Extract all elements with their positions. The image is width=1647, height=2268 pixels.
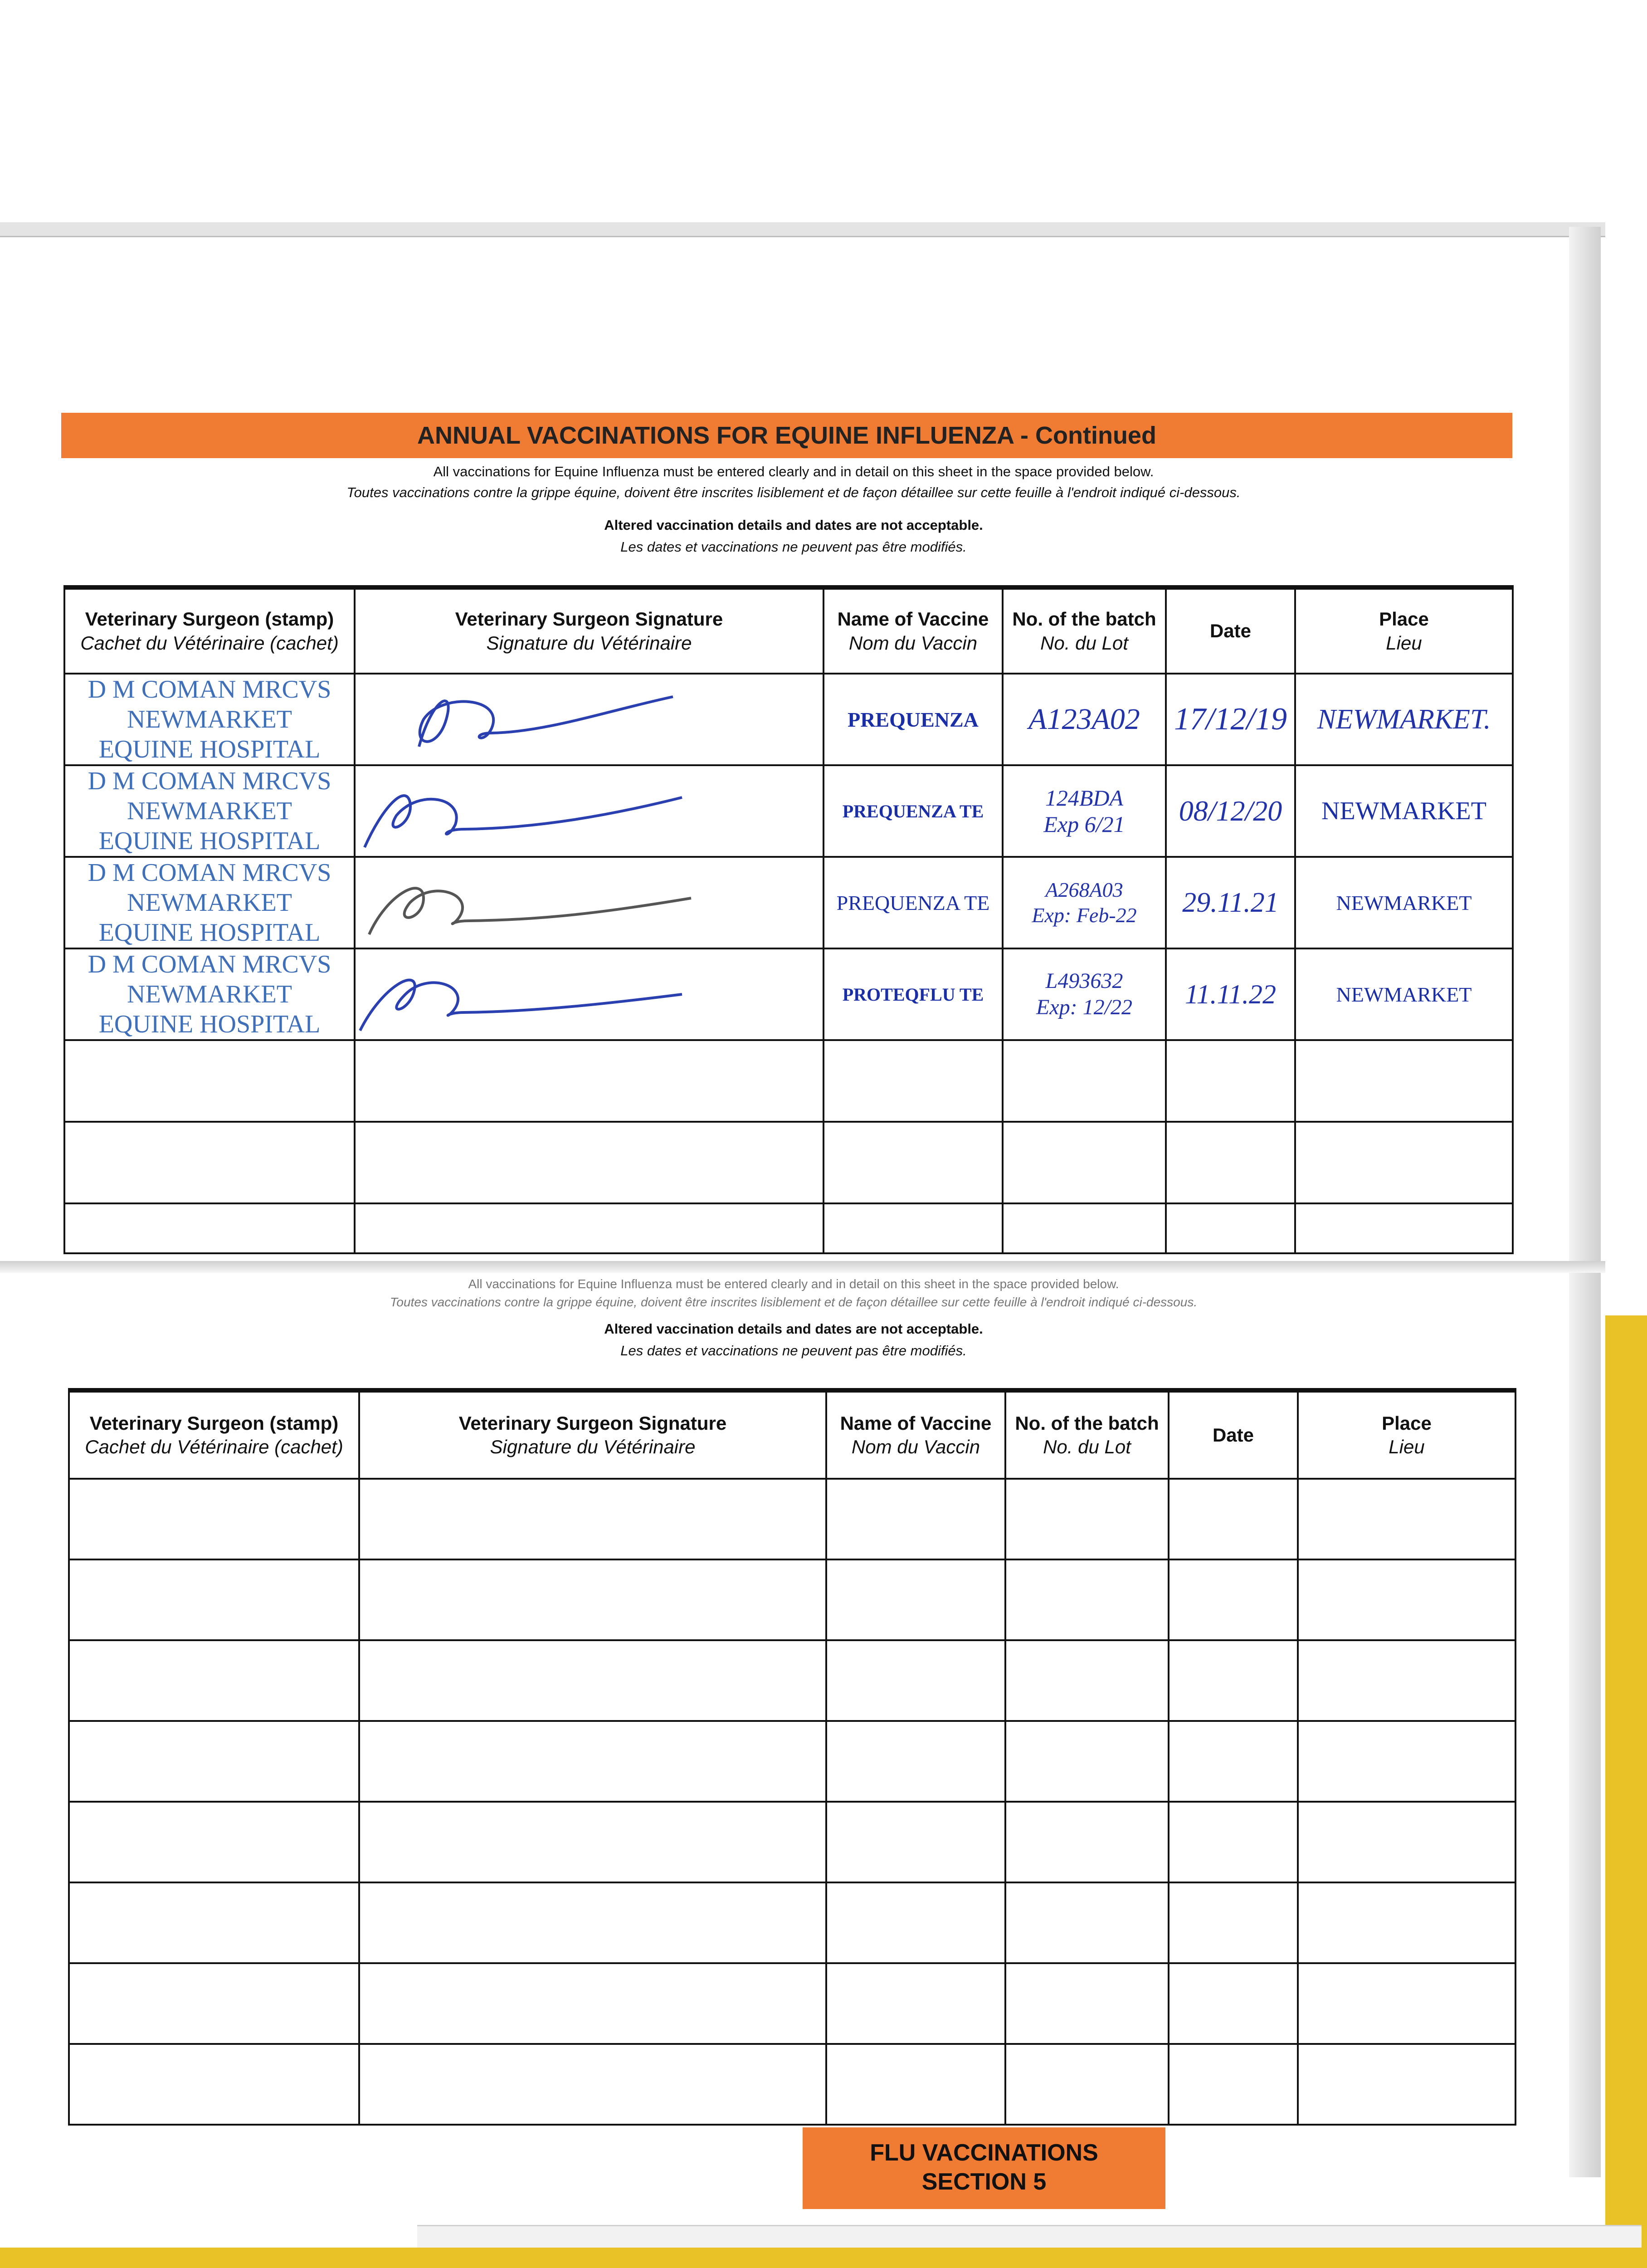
table-row: [69, 2044, 1515, 2125]
place-name: NEWMARKET.: [1317, 704, 1491, 735]
stamp-cell: [64, 857, 355, 948]
instructions-fr-2: Toutes vaccinations contre la grippe équine, doivent être inscrites lisiblement et de façon détaillee sur cette feuille à l'endroit indiqué ci-dessous.: [390, 1295, 1198, 1309]
date-cell: [1166, 765, 1295, 857]
page-bottom-edge: [417, 2225, 1642, 2249]
table-header: [64, 587, 1513, 674]
batch-number: A268A03 Exp: Feb-22: [1032, 878, 1137, 927]
vet-stamp: D M COMAN MRCVS NEWMARKET EQUINE HOSPITAL: [88, 859, 331, 947]
header-signature: Veterinary Surgeon Signature Signature du Vétérinaire: [355, 587, 824, 674]
page-title: ANNUAL VACCINATIONS FOR EQUINE INFLUENZA - Continued: [417, 422, 1156, 449]
title-banner: [61, 413, 1512, 458]
signature-cell: [355, 765, 824, 857]
batch-number: 124BDA Exp 6/21: [1043, 785, 1125, 837]
header-date: Date: [1166, 587, 1295, 674]
table-header: [69, 1390, 1515, 1479]
table-row: [64, 674, 1513, 765]
vaccine-name: PREQUENZA: [848, 708, 979, 731]
vaccination-date: 17/12/19: [1174, 702, 1287, 737]
signature-cell: [355, 948, 824, 1040]
table-row: [69, 1963, 1515, 2044]
warning-fr-2: Les dates et vaccinations ne peuvent pas être modifiés.: [620, 1343, 967, 1359]
batch-cell: [1003, 948, 1166, 1040]
scanner-frame-top: [0, 222, 1605, 237]
binder-bottom: [0, 2248, 1647, 2268]
vaccination-table-top: [63, 585, 1514, 1254]
batch-number: L493632 Exp: 12/22: [1036, 969, 1132, 1019]
vaccine-cell: [824, 857, 1003, 948]
table-row: [69, 1721, 1515, 1802]
page-fold: [0, 1261, 1605, 1273]
batch-number: A123A02: [1028, 703, 1140, 736]
table-row: [64, 1040, 1513, 1122]
table-row: [69, 1559, 1515, 1640]
place-cell: [1295, 857, 1513, 948]
vet-stamp: D M COMAN MRCVS NEWMARKET EQUINE HOSPITAL: [88, 675, 331, 763]
table-row: [64, 857, 1513, 948]
date-cell: [1166, 857, 1295, 948]
header-batch: No. of the batch No. du Lot: [1005, 1390, 1169, 1479]
vaccine-name: PREQUENZA TE: [836, 891, 990, 914]
vaccine-name: PROTEQFLU TE: [842, 984, 984, 1005]
vaccine-cell: [824, 948, 1003, 1040]
table-row: [64, 765, 1513, 857]
header-vaccine: Name of Vaccine Nom du Vaccin: [826, 1390, 1005, 1479]
instructions-fr: Toutes vaccinations contre la grippe équine, doivent être inscrites lisiblement et de façon détaillee sur cette feuille à l'endroit indiqué ci-dessous.: [346, 484, 1241, 500]
table-row: [64, 1122, 1513, 1203]
place-name: NEWMARKET: [1336, 982, 1472, 1006]
vaccine-cell: [824, 674, 1003, 765]
signature: [356, 770, 823, 850]
instructions-en: All vaccinations for Equine Influenza must be entered clearly and in detail on this sheet in the space provided below.: [433, 464, 1154, 479]
vaccination-date: 08/12/20: [1179, 795, 1282, 827]
warning-en-2: Altered vaccination details and dates are not acceptable.: [604, 1321, 983, 1337]
vaccination-table-bottom: [68, 1388, 1516, 2126]
signature-cell: [355, 857, 824, 948]
warning-fr: Les dates et vaccinations ne peuvent pas être modifiés.: [620, 539, 967, 555]
place-cell: [1295, 948, 1513, 1040]
warning-en: Altered vaccination details and dates are not acceptable.: [604, 517, 983, 533]
stamp-cell: [64, 948, 355, 1040]
header-place: Place Lieu: [1295, 587, 1513, 674]
place-cell: [1295, 674, 1513, 765]
place-name: NEWMARKET: [1336, 891, 1472, 914]
header-signature: Veterinary Surgeon Signature Signature du Vétérinaire: [359, 1390, 826, 1479]
table-row: [69, 1882, 1515, 1963]
header-stamp: Veterinary Surgeon (stamp) Cachet du Vétérinaire (cachet): [64, 587, 355, 674]
header-vaccine: Name of Vaccine Nom du Vaccin: [824, 587, 1003, 674]
date-cell: [1166, 674, 1295, 765]
place-cell: [1295, 765, 1513, 857]
stamp-cell: [64, 674, 355, 765]
section-tab-line2: SECTION 5: [921, 2169, 1047, 2195]
batch-cell: [1003, 765, 1166, 857]
header-date: Date: [1169, 1390, 1298, 1479]
batch-cell: [1003, 674, 1166, 765]
signature: [356, 679, 823, 758]
vet-stamp: D M COMAN MRCVS NEWMARKET EQUINE HOSPITAL: [88, 767, 331, 855]
header-stamp: Veterinary Surgeon (stamp) Cachet du Vétérinaire (cachet): [69, 1390, 359, 1479]
date-cell: [1166, 948, 1295, 1040]
vaccine-cell: [824, 765, 1003, 857]
vaccination-date: 11.11.22: [1184, 979, 1277, 1009]
stamp-cell: [64, 765, 355, 857]
table-row: [69, 1640, 1515, 1721]
signature: [356, 862, 823, 942]
table-row: [64, 1203, 1513, 1253]
binder-edge: [1605, 1315, 1647, 2268]
section-tab: [803, 2127, 1165, 2209]
section-tab-line1: FLU VACCINATIONS: [870, 2140, 1098, 2166]
header-place: Place Lieu: [1298, 1390, 1515, 1479]
batch-cell: [1003, 857, 1166, 948]
table-row: [69, 1479, 1515, 1559]
header-batch: No. of the batch No. du Lot: [1003, 587, 1166, 674]
vaccination-date: 29.11.21: [1182, 887, 1279, 918]
place-name: NEWMARKET: [1321, 797, 1486, 825]
vet-stamp: D M COMAN MRCVS NEWMARKET EQUINE HOSPITAL: [88, 950, 331, 1038]
signature: [356, 953, 823, 1033]
signature-cell: [355, 674, 824, 765]
instructions-en-2: All vaccinations for Equine Influenza must be entered clearly and in detail on this sheet in the space provided below.: [468, 1277, 1119, 1291]
table-row: [69, 1802, 1515, 1882]
vaccine-name: PREQUENZA TE: [842, 801, 984, 821]
table-row: [64, 948, 1513, 1040]
